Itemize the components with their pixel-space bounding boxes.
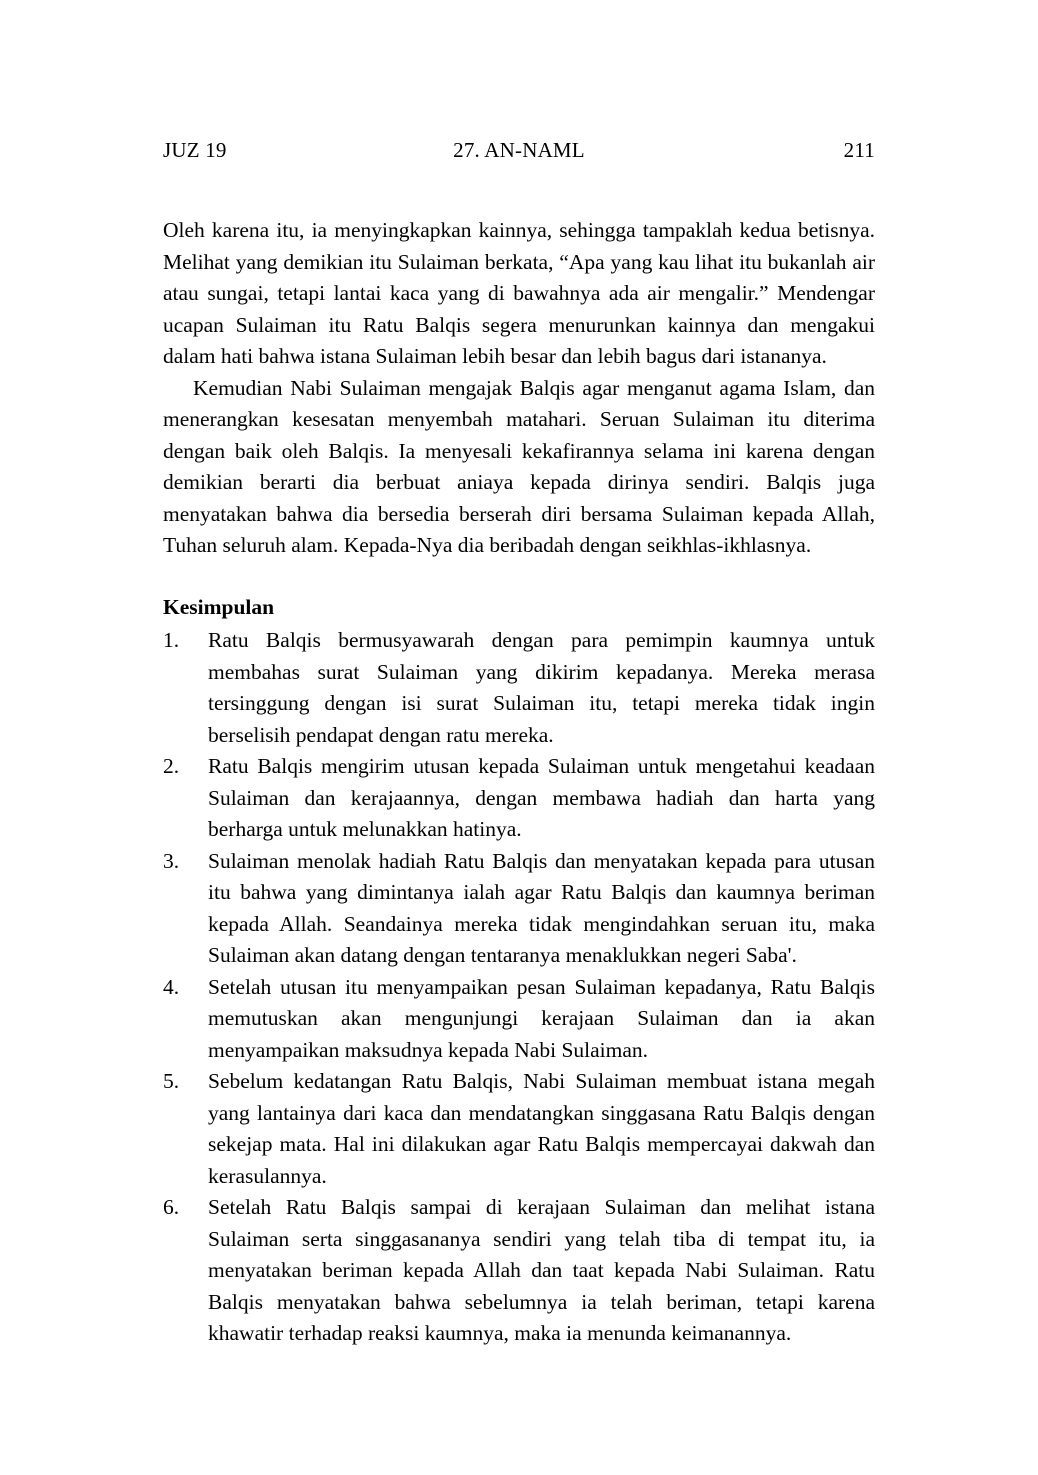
list-item [163, 1192, 875, 1350]
list-item [163, 846, 875, 972]
list-item-number: 3. [163, 848, 180, 873]
section-title-kesimpulan: Kesimpulan [163, 594, 275, 619]
paragraph-1: Oleh karena itu, ia menyingkapkan kainnya, sehingga tampaklah kedua betisnya. Melihat yang demikian itu Sulaiman berkata, “Apa yang kau lihat itu bukanlah air atau sungai, tetapi lantai kaca yang di bawahnya ada air mengalir.” Mendengar ucapan Sulaiman itu Ratu Balqis segera menurunkan kainnya dan mengakui dalam hati bahwa istana Sulaiman lebih besar dan lebih bagus dari istananya. [163, 218, 875, 368]
running-head-surah: 27. AN-NAML [453, 138, 585, 162]
list-item-text: Sulaiman menolak hadiah Ratu Balqis dan menyatakan kepada para utusan itu bahwa yang dimintanya ialah agar Ratu Balqis dan kaumnya beriman kepada Allah. Seandainya mereka tidak mengindahkan seruan itu, maka Sulaiman akan datang dengan tentaranya menaklukkan negeri Saba'. [208, 848, 875, 967]
list-item [163, 972, 875, 1067]
running-head-juz: JUZ 19 [163, 138, 227, 162]
page-number: 211 [843, 138, 875, 162]
body-text [163, 215, 875, 1350]
list-item [163, 1066, 875, 1192]
list-item-number: 4. [163, 974, 180, 999]
list-item-text: Ratu Balqis bermusyawarah dengan para pemimpin kaumnya untuk membahas surat Sulaiman yang dikirim kepadanya. Mereka merasa tersinggung dengan isi surat Sulaiman itu, tetapi mereka tidak ingin berselisih pendapat dengan ratu mereka. [208, 628, 875, 747]
running-head [163, 138, 875, 163]
list-item [163, 751, 875, 846]
list-item-text: Setelah utusan itu menyampaikan pesan Sulaiman kepadanya, Ratu Balqis memutuskan akan mengunjungi kerajaan Sulaiman dan ia akan menyampaikan maksudnya kepada Nabi Sulaiman. [208, 974, 875, 1062]
list-item-number: 6. [163, 1195, 180, 1219]
list-item-text: Setelah Ratu Balqis sampai di kerajaan Sulaiman dan melihat istana Sulaiman serta singgasananya sendiri yang telah tiba di tempat itu, ia menyatakan beriman kepada Allah dan taat kepada Nabi Sulaiman. Ratu Balqis menyatakan bahwa sebelumnya ia telah beriman, tetapi karena khawatir terhadap reaksi kaumnya, maka ia menunda keimanannya. [208, 1195, 875, 1345]
list-item-number: 5. [163, 1069, 180, 1093]
paragraph-2: Kemudian Nabi Sulaiman mengajak Balqis agar menganut agama Islam, dan menerangkan kesesatan menyembah matahari. Seruan Sulaiman itu diterima dengan baik oleh Balqis. Ia menyesali kekafirannya selama ini karena dengan demikian berarti dia berbuat aniaya kepada dirinya sendiri. Balqis juga menyatakan bahwa dia bersedia berserah diri bersama Sulaiman kepada Allah, Tuhan seluruh alam. Kepada-Nya dia beribadah dengan seikhlas-ikhlasnya. [163, 375, 875, 557]
kesimpulan-list [163, 625, 875, 1350]
list-item [163, 625, 875, 751]
page-content [163, 138, 875, 1350]
list-item-text: Sebelum kedatangan Ratu Balqis, Nabi Sulaiman membuat istana megah yang lantainya dari kaca dan mendatangkan singgasana Ratu Balqis dengan sekejap mata. Hal ini dilakukan agar Ratu Balqis mempercayai dakwah dan kerasulannya. [208, 1069, 875, 1188]
list-item-number: 1. [163, 628, 180, 652]
list-item-number: 2. [163, 754, 180, 778]
list-item-text: Ratu Balqis mengirim utusan kepada Sulaiman untuk mengetahui keadaan Sulaiman dan kerajaannya, dengan membawa hadiah dan harta yang berharga untuk melunakkan hatinya. [208, 754, 875, 841]
